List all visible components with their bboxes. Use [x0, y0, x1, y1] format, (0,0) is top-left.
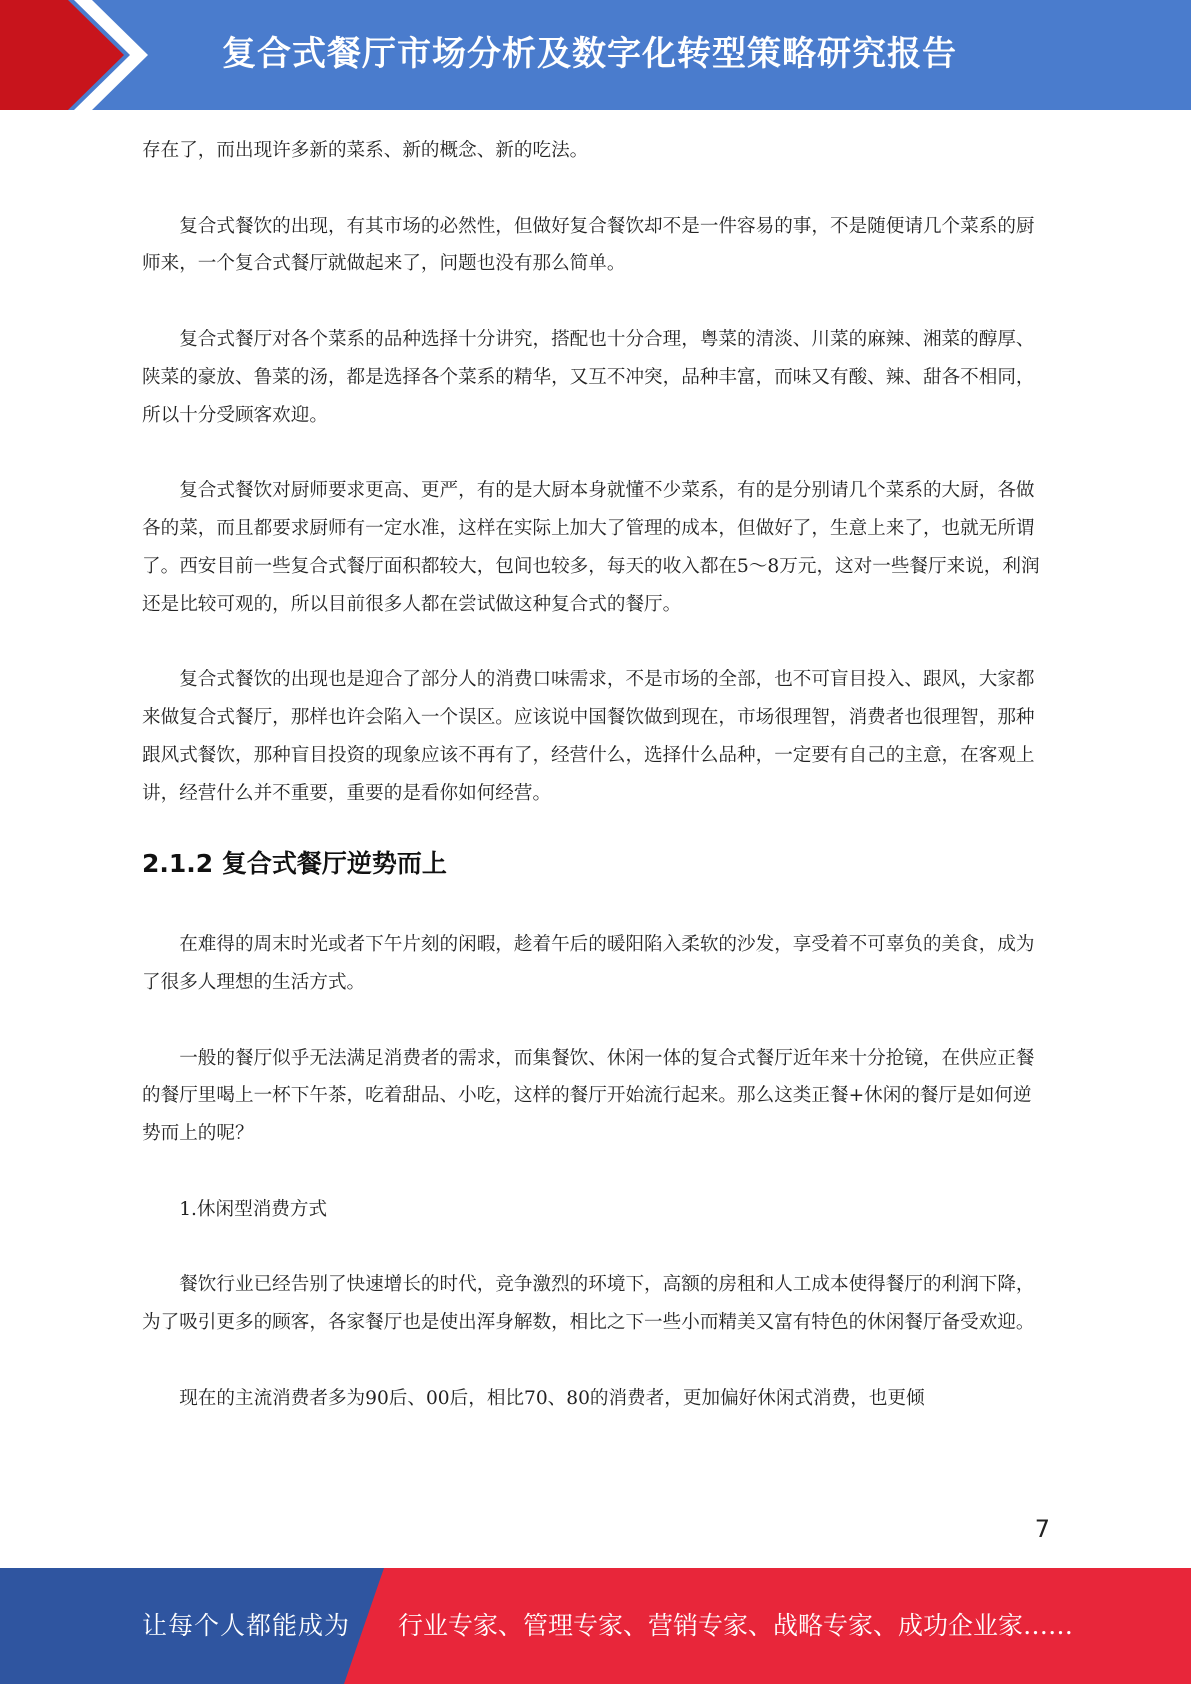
footer-slogan-right: 行业专家、管理专家、营销专家、战略专家、成功企业家……	[398, 1611, 1074, 1640]
header-chevron-decoration	[0, 0, 220, 110]
paragraph: 存在了，而出现许多新的菜系、新的概念、新的吃法。	[142, 140, 589, 161]
page-number: 7	[1034, 1515, 1050, 1543]
paragraph: 在难得的周末时光或者下午片刻的闲暇，趁着午后的暖阳陷入柔软的沙发，享受着不可辜负的美食，成为了很多人理想的生活方式。	[142, 934, 1035, 993]
paragraph: 一般的餐厅似乎无法满足消费者的需求，而集餐饮、休闲一体的复合式餐厅近年来十分抢镜，在供应正餐的餐厅里喝上一杯下午茶，吃着甜品、小吃，这样的餐厅开始流行起来。那么这类正餐+休闲的餐厅是如何逆势而上的呢？	[142, 1047, 1035, 1145]
paragraph: 现在的主流消费者多为90后、00后，相比70、80的消费者，更加偏好休闲式消费，也更倾	[179, 1387, 925, 1409]
paragraph: 复合式餐饮的出现也是迎合了部分人的消费口味需求，不是市场的全部，也不可盲目投入、跟风，大家都来做复合式餐厅，那样也许会陷入一个误区。应该说中国餐饮做到现在，市场很理智，消费者也很理智，那种跟风式餐饮，那种盲目投资的现象应该不再有了，经营什么，选择什么品种，一定要有自己的主意，在客观上讲，经营什么并不重要，重要的是看你如何经营。	[142, 669, 1035, 804]
paragraph: 复合式餐厅对各个菜系的品种选择十分讲究，搭配也十分合理，粤菜的清淡、川菜的麻辣、湘菜的醇厚、陕菜的豪放、鲁菜的汤，都是选择各个菜系的精华，又互不冲突，品种丰富，而味又有酸、辣、甜各不相同，所以十分受顾客欢迎。	[142, 328, 1035, 426]
paragraph: 复合式餐饮的出现，有其市场的必然性，但做好复合餐饮却不是一件容易的事，不是随便请几个菜系的厨师来，一个复合式餐厅就做起来了，问题也没有那么简单。	[142, 215, 1035, 275]
report-title: 复合式餐厅市场分析及数字化转型策略研究报告	[222, 34, 957, 74]
paragraph: 复合式餐饮对厨师要求更高、更严，有的是大厨本身就懂不少菜系，有的是分别请几个菜系的大厨，各做各的菜，而且都要求厨师有一定水准，这样在实际上加大了管理的成本，但做好了，生意上来了，也就无所谓了。西安目前一些复合式餐厅面积都较大，包间也较多，每天的收入都在5～8万元，这对一些餐厅来说，利润还是比较可观的，所以目前很多人都在尝试做这种复合式的餐厅。	[142, 480, 1040, 615]
page-header	[0, 0, 1191, 110]
section-heading: 2.1.2 复合式餐厅逆势而上	[142, 849, 447, 879]
footer-slogan-left: 让每个人都能成为	[142, 1611, 351, 1640]
page-footer	[0, 1568, 1191, 1684]
list-item-heading: 1.休闲型消费方式	[179, 1198, 328, 1220]
paragraph: 餐饮行业已经告别了快速增长的时代，竞争激烈的环境下，高额的房租和人工成本使得餐厅的利润下降，为了吸引更多的顾客，各家餐厅也是使出浑身解数，相比之下一些小而精美又富有特色的休闲餐厅备受欢迎。	[142, 1274, 1035, 1334]
document-body	[142, 132, 1046, 1418]
